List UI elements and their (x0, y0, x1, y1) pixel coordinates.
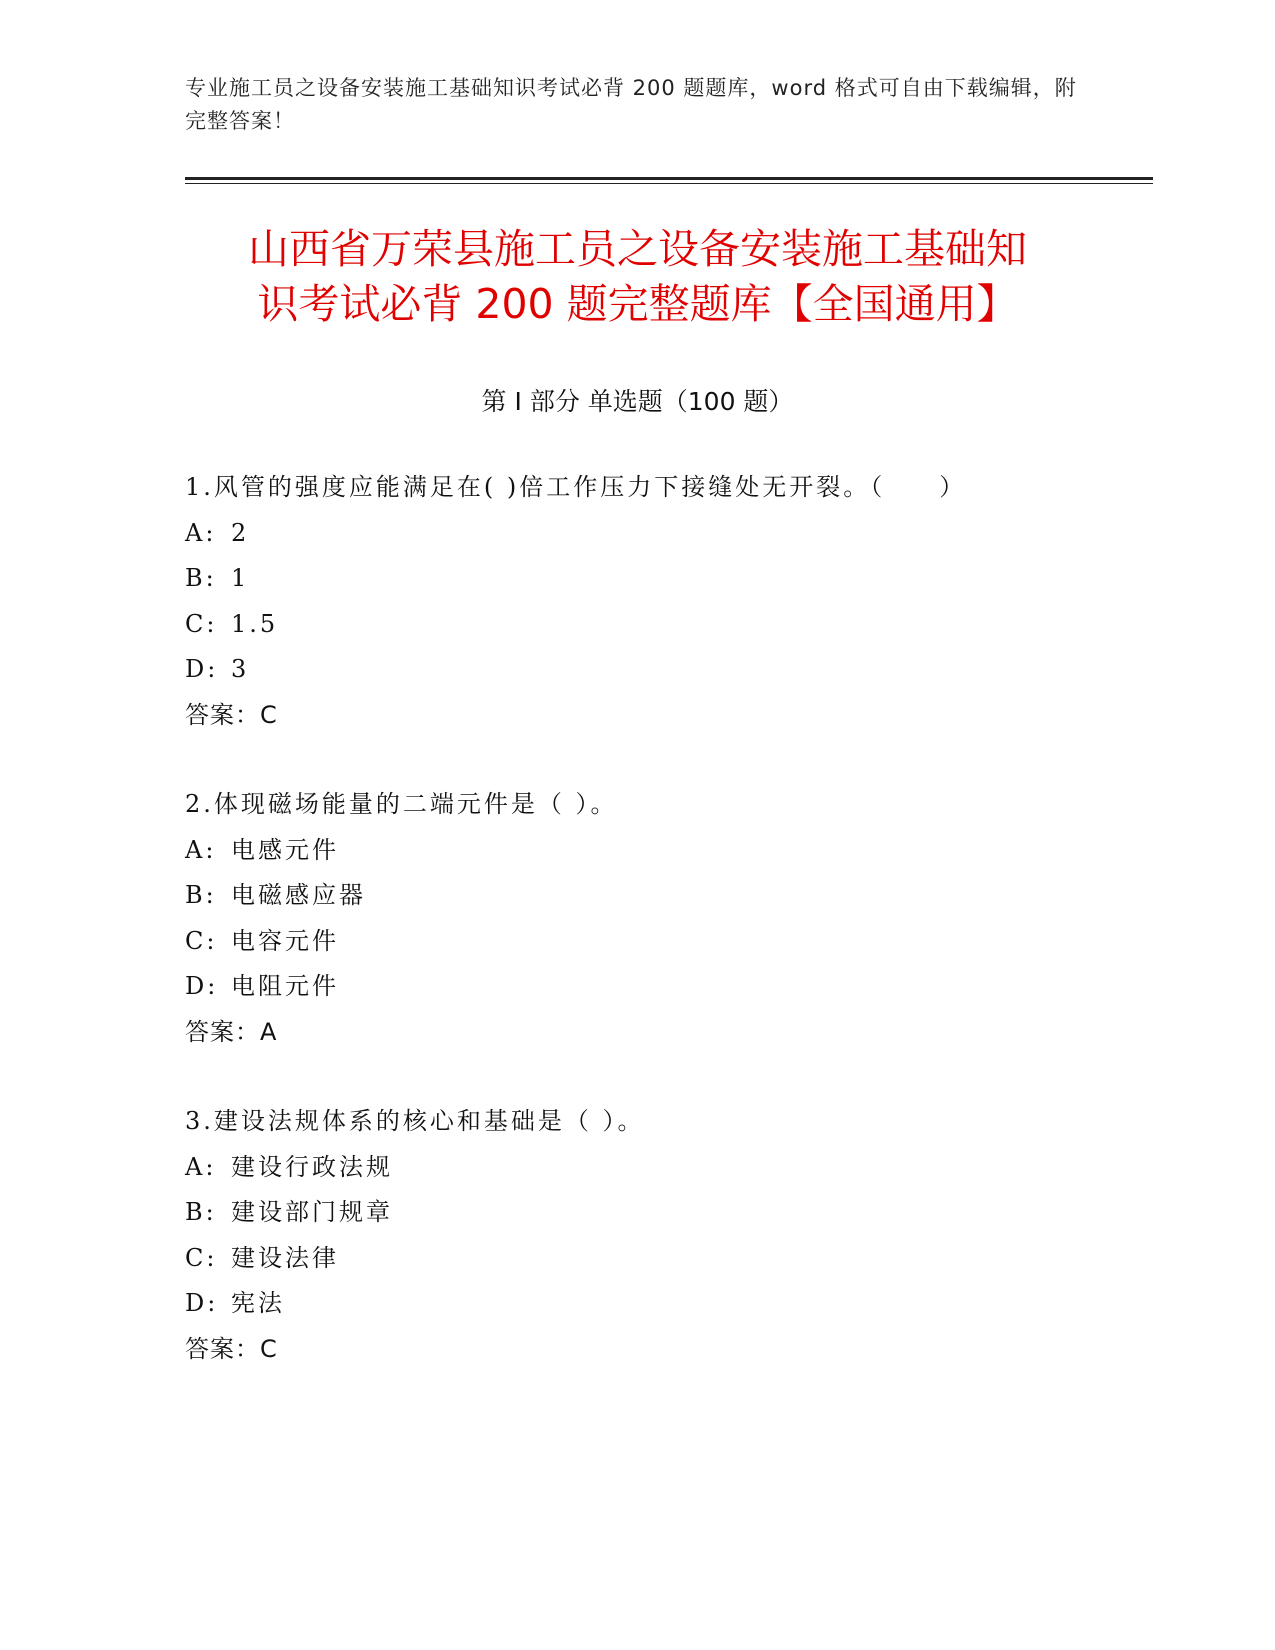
option-text: 建设部门规章 (231, 1198, 393, 1226)
option-text: 宪法 (231, 1289, 285, 1317)
option-c (185, 919, 1125, 965)
option-letter: D: (185, 1289, 219, 1317)
option-b (185, 873, 1125, 919)
option-a (185, 1145, 1125, 1191)
answer: 答案：C (185, 700, 278, 729)
answer: 答案：C (185, 1334, 278, 1363)
option-letter: A: (185, 518, 217, 547)
option-d (185, 964, 1125, 1010)
section-title: 第 I 部分 单选题（100 题） (481, 387, 794, 416)
option-text: 电阻元件 (231, 972, 339, 1000)
option-letter: A: (185, 835, 217, 864)
option-text: 1 (231, 564, 250, 592)
option-letter: D: (185, 972, 219, 1000)
option-d (185, 647, 1125, 693)
question-1 (185, 465, 1125, 738)
option-text: 电容元件 (231, 926, 339, 955)
option-letter: C: (185, 609, 218, 638)
option-letter: D: (185, 655, 219, 683)
question-2 (185, 782, 1125, 1055)
option-d (185, 1281, 1125, 1327)
option-a (185, 828, 1125, 874)
option-letter: B: (185, 564, 217, 592)
header-note: 专业施工员之设备安装施工基础知识考试必背 200 题题库，word 格式可自由下载编辑，附完整答案！ (185, 76, 1077, 133)
option-text: 建设法律 (231, 1243, 339, 1272)
header-rule-thin (185, 183, 1153, 184)
option-c (185, 602, 1125, 648)
option-letter: C: (185, 926, 218, 955)
option-text: 1.5 (231, 609, 279, 638)
question-stem: 1.风管的强度应能满足在( )倍工作压力下接缝处无开裂。（ ） (185, 473, 967, 501)
document-title-line-2: 识考试必背 200 题完整题库【全国通用】 (257, 280, 1018, 328)
option-text: 3 (231, 655, 250, 683)
question-3 (185, 1099, 1125, 1372)
option-text: 电磁感应器 (231, 881, 366, 909)
option-c (185, 1236, 1125, 1282)
option-b (185, 556, 1125, 602)
header-rule-thick (185, 177, 1153, 180)
question-stem: 2.体现磁场能量的二端元件是（ ）。 (185, 790, 618, 818)
option-a (185, 511, 1125, 557)
question-stem: 3.建设法规体系的核心和基础是（ ）。 (185, 1107, 645, 1135)
option-b (185, 1190, 1125, 1236)
answer: 答案：A (185, 1017, 278, 1046)
option-letter: B: (185, 1198, 217, 1226)
option-text: 建设行政法规 (231, 1152, 393, 1181)
option-letter: A: (185, 1152, 217, 1181)
option-letter: C: (185, 1243, 218, 1272)
document-title-line-1: 山西省万荣县施工员之设备安装施工基础知 (248, 225, 1027, 273)
option-letter: B: (185, 881, 217, 909)
option-text: 2 (231, 518, 250, 547)
document-title (185, 222, 1090, 332)
option-text: 电感元件 (231, 835, 339, 864)
